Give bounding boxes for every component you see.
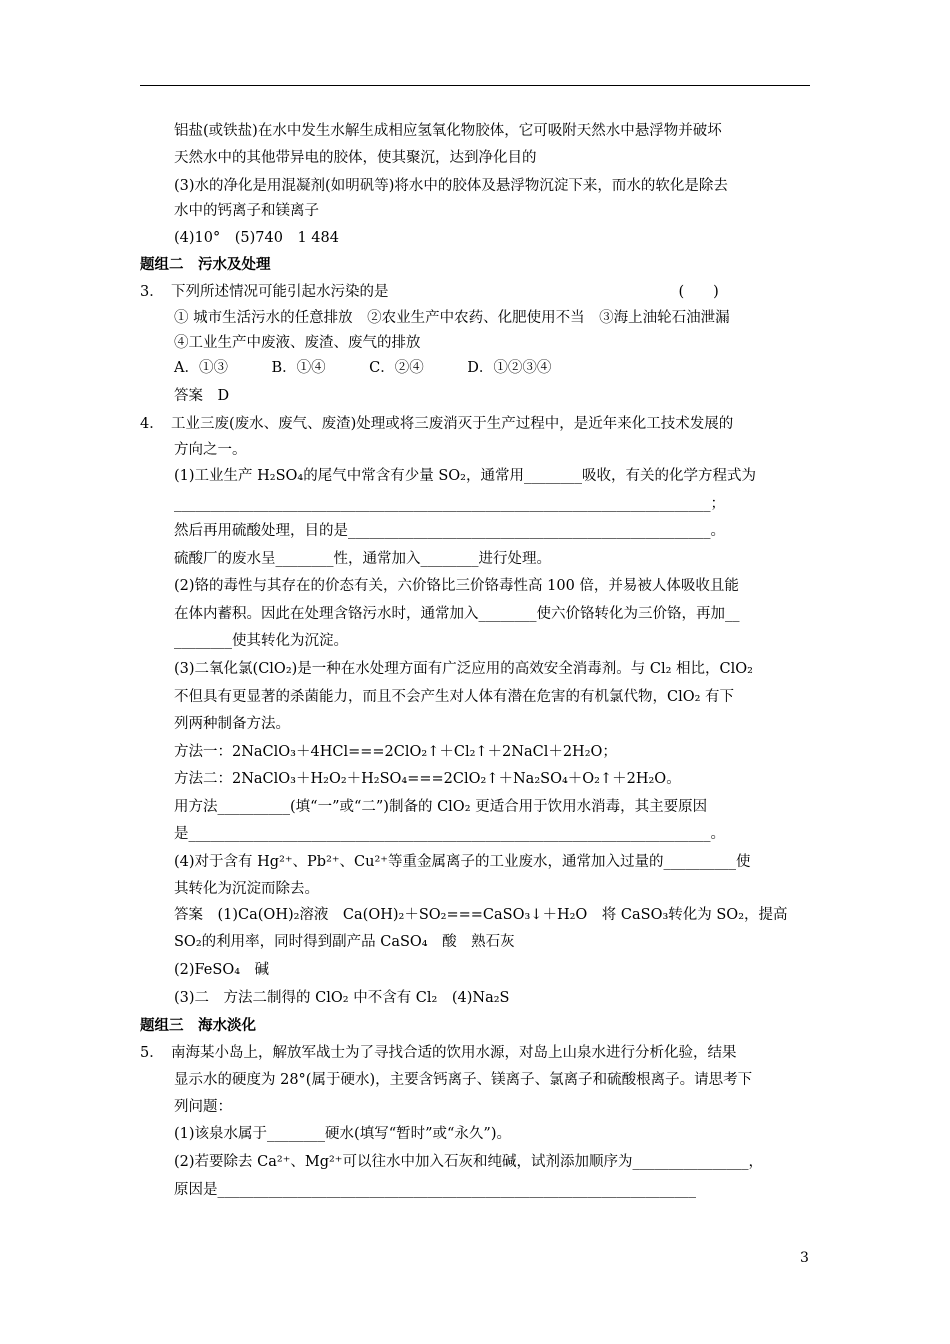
- page-number: 3: [800, 1250, 809, 1266]
- text-line: 列两种制备方法。: [174, 716, 290, 732]
- text-line: ① 城市生活污水的任意排放 ②农业生产中农药、化肥使用不当 ③海上油轮石油泄漏: [174, 310, 730, 326]
- text-line: (2)铬的毒性与其存在的价态有关，六价铬比三价铬毒性高 100 倍，并易被人体吸收且能: [174, 578, 739, 594]
- question-3: 3． 下列所述情况可能引起水污染的是 ( ): [140, 284, 719, 300]
- text-line: (4)对于含有 Hg²⁺、Pb²⁺、Cu²⁺等重金属离子的工业废水，通常加入过量的__________使: [174, 854, 751, 870]
- equation-line: 方法二：2NaClO₃＋H₂O₂＋H₂SO₄===2ClO₂↑＋Na₂SO₄＋O₂↑＋2H₂O。: [174, 771, 681, 787]
- section-heading: 题组三 海水淡化: [140, 1018, 256, 1034]
- text-line: SO₂的利用率，同时得到副产品 CaSO₄ 酸 熟石灰: [174, 934, 515, 950]
- equation-line: 方法一：2NaClO₃＋4HCl===2ClO₂↑＋Cl₂↑＋2NaCl＋2H₂O；: [174, 744, 617, 760]
- text-line: 硫酸厂的废水呈________性，通常加入________进行处理。: [174, 551, 551, 567]
- text-line: 在体内蓄积。因此在处理含铬污水时，通常加入________使六价铬转化为三价铬，再加__: [174, 606, 740, 622]
- text-line: (1)工业生产 H₂SO₄的尾气中常含有少量 SO₂，通常用________吸收，有关的化学方程式为: [174, 468, 756, 484]
- text-line: 然后再用硫酸处理，目的是__________________________________________________。: [174, 523, 725, 539]
- text-line: (3)二氧化氯(ClO₂)是一种在水处理方面有广泛应用的高效安全消毒剂。与 Cl₂ 相比，ClO₂: [174, 661, 753, 677]
- text-line: ________使其转化为沉淀。: [174, 633, 348, 649]
- text-line: 其转化为沉淀而除去。: [174, 881, 319, 897]
- text-line: (2)若要除去 Ca²⁺、Mg²⁺可以往水中加入石灰和纯碱，试剂添加顺序为________________，: [174, 1154, 763, 1170]
- text-line: 原因是__________________________________________________________________: [174, 1182, 696, 1198]
- text-line: 列问题：: [174, 1099, 232, 1115]
- text-line: (3)二 方法二制得的 ClO₂ 中不含有 Cl₂ (4)Na₂S: [174, 990, 510, 1006]
- answer-line: 答案 D: [174, 388, 230, 404]
- section-heading: 题组二 污水及处理: [140, 257, 271, 273]
- text-line: 铝盐(或铁盐)在水中发生水解生成相应氢氧化物胶体，它可吸附天然水中悬浮物并破坏: [174, 123, 722, 139]
- text-line: 用方法__________(填“一”或“二”)制备的 ClO₂ 更适合用于饮用水消毒，其主要原因: [174, 799, 708, 815]
- question-4: 4． 工业三废(废水、废气、废渣)处理或将三废消灭于生产过程中，是近年来化工技术发展的: [140, 416, 734, 432]
- text-line: (3)水的净化是用混凝剂(如明矾等)将水中的胶体及悬浮物沉淀下来，而水的软化是除去: [174, 178, 728, 194]
- text-line: 不但具有更显著的杀菌能力，而且不会产生对人体有潜在危害的有机氯代物，ClO₂ 有下: [174, 689, 735, 705]
- question-5: 5． 南海某小岛上，解放军战士为了寻找合适的饮用水源，对岛上山泉水进行分析化验，结果: [140, 1045, 737, 1061]
- answer-options: A．①③ B．①④ C．②④ D．①②③④: [174, 360, 552, 376]
- text-line: (2)FeSO₄ 碱: [174, 962, 270, 978]
- text-line: 天然水中的其他带异电的胶体，使其聚沉，达到净化目的: [174, 150, 537, 166]
- text-line: 水中的钙离子和镁离子: [174, 203, 319, 219]
- answer-line: 答案 (1)Ca(OH)₂溶液 Ca(OH)₂＋SO₂===CaSO₃↓＋H₂O 将 CaSO₃转化为 SO₂，提高: [174, 907, 788, 923]
- text-line: 是________________________________________________________________________。: [174, 826, 725, 842]
- header-rule: [140, 85, 810, 86]
- text-line: 显示水的硬度为 28°(属于硬水)，主要含钙离子、镁离子、氯离子和硫酸根离子。请思考下: [174, 1072, 753, 1088]
- text-line: 方向之一。: [174, 442, 247, 458]
- text-line: ④工业生产中废液、废渣、废气的排放: [174, 335, 421, 351]
- text-line: (4)10° (5)740 1 484: [174, 230, 339, 246]
- text-line: (1)该泉水属于________硬水(填写“暂时”或“永久”)。: [174, 1126, 512, 1142]
- text-line: __________________________________________________________________________；: [174, 496, 725, 512]
